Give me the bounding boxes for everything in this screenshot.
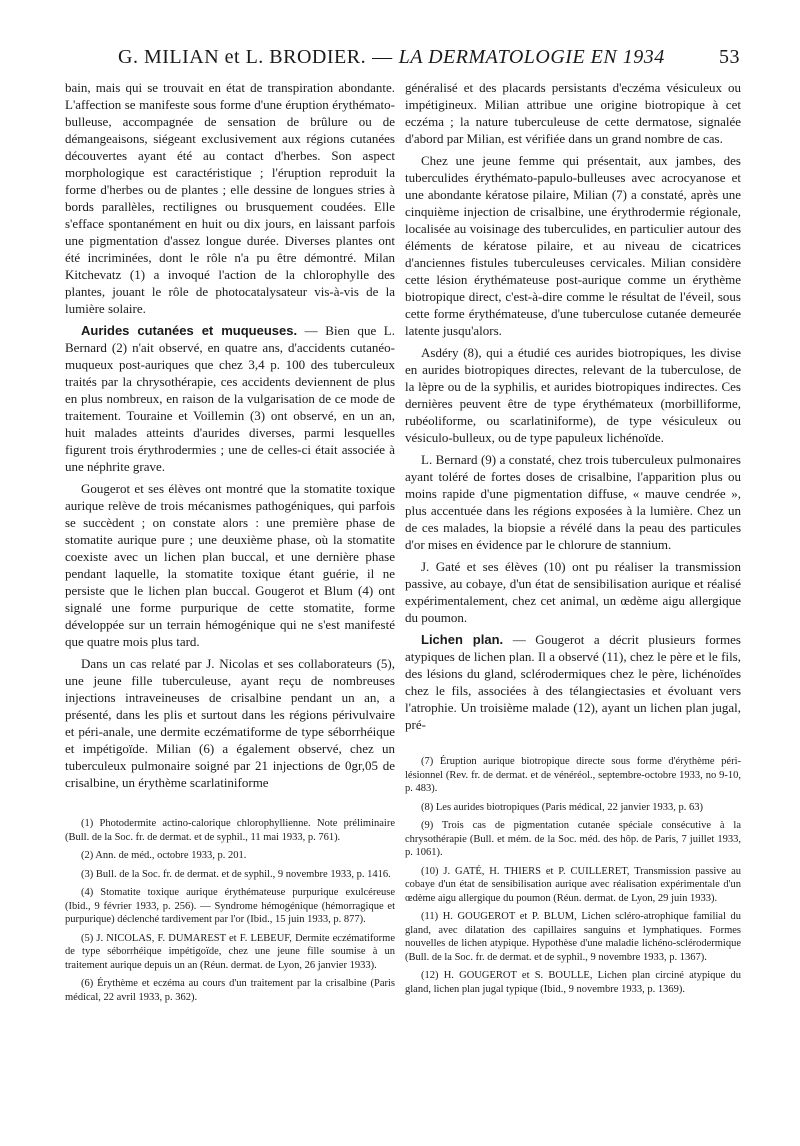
footnote: (11) H. GOUGEROT et P. BLUM, Lichen scléro-atrophique familial du gland, avec dilatation des capillaires sanguins et lymphatiques. Formes nouvelles de lichen atypique. Hypothèse d'une maladie lichéno-sclérodermique (Bull. de la Soc. fr. de dermat. et de syphil., 9 novembre 1933, p. 1367). [405,911,741,963]
footnote: (4) Stomatite toxique aurique érythémateuse purpurique exulcéreuse (Ibid., 9 février 1933, p. 256). — Syndrome hémogénique (hémorragique et purpurique) déclenché tardivement par l'or (Ibid., 15 juin 1933, p. 877). [65,887,395,925]
footnote: (7) Éruption aurique biotropique directe sous forme d'érythème péri-lésionnel (Rev. fr. de dermat. et de vénéréol., septembre-octobre 1933, no 9-10, p. 483). [405,756,741,794]
footnote: (3) Bull. de la Soc. fr. de dermat. et de syphil., 9 novembre 1933, p. 1416. [81,868,391,880]
paragraph: généralisé et des placards persistants d'eczéma vésiculeux ou impétigineux. Milian attribue une origine biotropique à cet eczéma ; la nature tuberculeuse de cette dermatose, signalée d'abord par Milian, est vérifiée dans un grand nombre de cas. [405,80,741,146]
section-heading: Lichen plan. [421,632,504,647]
paragraph: Dans un cas relaté par J. Nicolas et ses collaborateurs (5), une jeune fille tuberculeuse, ayant reçu de nombreuses injections intraveineuses de crisalbine pendant un an, a présenté, dans les plis et surtout dans les régions périvulvaire et péri-anale, une dermite eczématiforme de type séborrhéique et impétigoïde. Milian (6) a également observé, chez un tuberculeux pulmonaire soigné par 21 injections de 0gr,05 de crisalbine, un érythème scarlatiniforme [65,656,395,790]
paragraph: Chez une jeune femme qui présentait, aux jambes, des tuberculides érythémato-papulo-bulleuses avec acrocyanose et une abondante kératose pilaire, Milian (7) a constaté, après une cinquième injection de crisalbine, une érythrodermie régionale, localisée au voisinage des tuberculides, en particulier autour des éléments de kératose pilaire, et au niveau de cicatrices d'anciennes fistules tuberculeuses cervicales. Milian considère cette lésion érythémateuse post-aurique comme un érythème biotropique direct, c'est-à-dire comme le résultat de l'éveil, sous cette forme érythémateuse, d'une tuberculose cutanée demeurée latente jusqu'alors. [405,153,741,338]
footnote: (9) Trois cas de pigmentation cutanée spéciale consécutive à la chrysothérapie (Bull. et mém. de la Soc. méd. des hôp. de Paris, 7 juillet 1933, p. 1061). [405,820,741,858]
footnote: (2) Ann. de méd., octobre 1933, p. 201. [81,850,247,861]
footnote: (8) Les aurides biotropiques (Paris médical, 22 janvier 1933, p. 63) [421,801,703,813]
left-column [65,79,395,1004]
paragraph-body: — Bien que L. Bernard (2) n'ait observé, en quatre ans, d'accidents cutanéo-muqueux post-auriques que chez 3,4 p. 100 des tuberculeux traités par la chrysothérapie, ces accidents deviennent de plus en plus nombreux, en raison de la vulgarisation de ce mode de traitement. Touraine et Voillemin (3) ont observé, en un an, huit malades atteints d'aurides diverses, parmi lesquelles figurent trois érythrodermies ; une de celles-ci était associée à une néphrite grave. [65,323,396,474]
footnote: (1) Photodermite actino-calorique chlorophyllienne. Note préliminaire (Bull. de la Soc. fr. de dermat. et de syphil., 11 mai 1933, p. 761). [65,818,395,843]
header-authors-line [118,46,665,69]
footnote: (10) J. GATÉ, H. THIERS et P. CUILLERET, Transmission passive au cobaye d'un état de sensibilisation aurique avec réalisation expérimentale d'un œdème aigu allergique du poumon (Réun. dermat. de Lyon, 29 juin 1933). [405,865,741,904]
paragraph: Gougerot et ses élèves ont montré que la stomatite toxique aurique relève de trois mécanismes pathogéniques, qui parfois se succèdent ; on constate alors : une première phase de stomatite aurique pure ; une deuxième phase, où la stomatite coexiste avec un lichen plan buccal, et une dernière phase pendant laquelle, la stomatite toxique étant guérie, il ne persiste que le lichen plan buccal. Gougerot et Blum (4) ont signalé une forme purpurique de cette stomatite, forme développée sur un terrain hémogénique qui ne s'est manifesté que quatre mois plus tard. [65,481,395,649]
footnote: (5) J. NICOLAS, F. DUMAREST et F. LEBEUF, Dermite eczématiforme de type séborrhéique impétigoïde, chez une jeune fille soumise à un traitement aurique depuis un an (Réun. dermat. de Lyon, 26 janvier 1933). [65,932,395,971]
footnotes-left [65,817,395,1004]
paragraph [65,322,395,475]
paragraph-body: — Gougerot a décrit plusieurs formes atypiques de lichen plan. Il a observé (11), chez le père et le fils, des lésions du gland, sclérodermiques chez le père, lichénoïdes chez le fils, associées à des télangiectasies et évoluant vers l'atrophie. Un troisième malade (12), ayant un lichen plan jugal, pré- [405,632,741,732]
paragraph: bain, mais qui se trouvait en état de transpiration abondante. L'affection se manifeste sous forme d'une éruption érythémato-bulleuse, accompagnée de sensation de brûlure ou de démangeaisons, siégeant exclusivement aux régions cutanées découvertes ayant été au contact d'herbes. Son aspect morphologique est caractéristique ; l'éruption reproduit la forme d'herbes ou de plantes ; elle dessine de longues stries à bords parallèles, rectilignes ou brusquement coudées. Elle s'efface spontanément en huit ou dix jours, en laissant parfois une pigmentation d'assez longue durée. Diverses plantes ont été incriminées, dont le rôle n'a pu être démontré. Milan Kitchevatz (1) a invoqué l'action de la chlorophylle des plantes, jouant le rôle de photocatalysateur vis-à-vis de la lumière solaire. [65,80,395,316]
header-separator: — [372,46,393,68]
paragraph: Asdéry (8), qui a étudié ces aurides biotropiques, les divise en aurides biotropiques directes, relevant de la tuberculose, de la lèpre ou de la syphilis, et aurides biotropiques indirectes. Ces dernières peuvent être de type érythémateux (morbilliforme, rubéoliforme, ou scarlatiniforme), de type vésiculeux ou vésiculo-bulleux, ou de type papuleux lichénoïde. [405,345,741,445]
header-journal-title: LA DERMATOLOGIE EN 1934 [398,46,665,68]
footnotes-right [405,755,741,996]
paragraph: L. Bernard (9) a constaté, chez trois tuberculeux pulmonaires ayant toléré de fortes doses de crisalbine, l'apparition plus ou moins rapide d'une pigmentation diffuse, « mauve cendrée », plus accentuée dans les régions exposées à la lumière. Chez un de ces malades, la biopsie a révélé dans la peau des particules d'or mises en évidence par le chlorure de stannium. [405,452,741,552]
section-heading: Aurides cutanées et muqueuses. [81,323,298,338]
header-authors: G. MILIAN et L. BRODIER. [118,46,367,68]
right-column [405,79,741,996]
running-header [80,40,740,76]
page-number: 53 [719,46,740,68]
footnote: (6) Érythème et eczéma au cours d'un traitement par la crisalbine (Paris médical, 22 avril 1933, p. 362). [65,978,395,1003]
footnote: (12) H. GOUGEROT et S. BOULLE, Lichen plan circiné atypique du gland, lichen plan jugal typique (Ibid., 9 novembre 1933, p. 1369). [405,970,741,995]
paragraph: J. Gaté et ses élèves (10) ont pu réaliser la transmission passive, au cobaye, d'un état de sensibilisation aurique et réalisé expérimentalement, chez cet animal, un œdème aigu allergique du poumon. [405,559,741,625]
paragraph [405,631,741,733]
